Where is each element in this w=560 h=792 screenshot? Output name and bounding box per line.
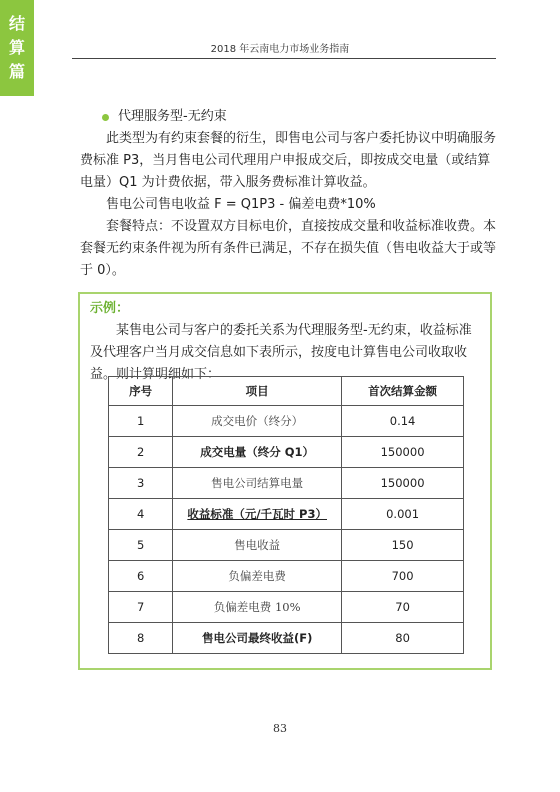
table-cell: 成交电量（终分 Q1） bbox=[173, 437, 342, 468]
table-header-row bbox=[109, 377, 464, 406]
table-row bbox=[109, 406, 464, 437]
table-cell: 收益标准（元/千瓦时 P3） bbox=[173, 499, 342, 530]
column-header: 序号 bbox=[109, 377, 173, 406]
page-number: 83 bbox=[273, 722, 287, 735]
section-body bbox=[80, 106, 500, 282]
table-cell: 150 bbox=[342, 530, 464, 561]
example-box bbox=[78, 292, 492, 670]
side-tab-char: 结 bbox=[8, 14, 25, 33]
table-cell: 1 bbox=[109, 406, 173, 437]
table-cell: 负偏差电费 10% bbox=[173, 592, 342, 623]
table-cell: 4 bbox=[109, 499, 173, 530]
bullet-dot-icon bbox=[102, 114, 109, 121]
revenue-formula: 售电公司售电收益 F = Q1P3 - 偏差电费*10% bbox=[106, 197, 376, 212]
table-row bbox=[109, 623, 464, 654]
table-row bbox=[109, 561, 464, 592]
side-tab-char: 算 bbox=[8, 38, 25, 57]
section-title: 代理服务型-无约束 bbox=[118, 109, 227, 124]
table-cell: 0.14 bbox=[342, 406, 464, 437]
column-header: 首次结算金额 bbox=[342, 377, 464, 406]
table-cell: 0.001 bbox=[342, 499, 464, 530]
table-cell: 70 bbox=[342, 592, 464, 623]
example-label: 示例： bbox=[90, 301, 130, 316]
table-cell: 负偏差电费 bbox=[173, 561, 342, 592]
running-header: 2018 年云南电力市场业务指南 bbox=[210, 44, 350, 55]
header-rule bbox=[72, 58, 496, 59]
table-row bbox=[109, 437, 464, 468]
table-cell: 6 bbox=[109, 561, 173, 592]
table-cell: 2 bbox=[109, 437, 173, 468]
table-cell: 700 bbox=[342, 561, 464, 592]
example-text: 某售电公司与客户的委托关系为代理服务型-无约束，收益标准及代理客户当月成交信息如下表所示，按度电计算售电公司收取收益。则计算明细如下： bbox=[90, 323, 472, 382]
table-cell: 8 bbox=[109, 623, 173, 654]
table-row bbox=[109, 468, 464, 499]
table-cell: 售电公司最终收益(F) bbox=[173, 623, 342, 654]
table-cell: 成交电价（终分） bbox=[173, 406, 342, 437]
column-header: 项目 bbox=[173, 377, 342, 406]
section-paragraph-2: 套餐特点：不设置双方目标电价，直接按成交量和收益标准收费。本套餐无约束条件视为所有条件已满足，不存在损失值（售电收益大于或等于 0）。 bbox=[80, 219, 497, 278]
table-cell: 150000 bbox=[342, 437, 464, 468]
table-cell: 150000 bbox=[342, 468, 464, 499]
table-row bbox=[109, 530, 464, 561]
table-cell: 售电收益 bbox=[173, 530, 342, 561]
section-paragraph-1: 此类型为有约束套餐的衍生，即售电公司与客户委托协议中明确服务费标准 P3，当月售电公司代理用户申报成交后，即按成交电量（或结算电量）Q1 为计费依据，带入服务费标准计算收益。 bbox=[80, 131, 497, 190]
section-heading bbox=[80, 106, 500, 128]
table-cell: 售电公司结算电量 bbox=[173, 468, 342, 499]
table-row bbox=[109, 499, 464, 530]
settlement-table bbox=[108, 376, 464, 654]
table-cell: 5 bbox=[109, 530, 173, 561]
table-row bbox=[109, 592, 464, 623]
table-cell: 7 bbox=[109, 592, 173, 623]
table-cell: 3 bbox=[109, 468, 173, 499]
table-cell: 80 bbox=[342, 623, 464, 654]
side-tab-char: 篇 bbox=[8, 62, 25, 81]
